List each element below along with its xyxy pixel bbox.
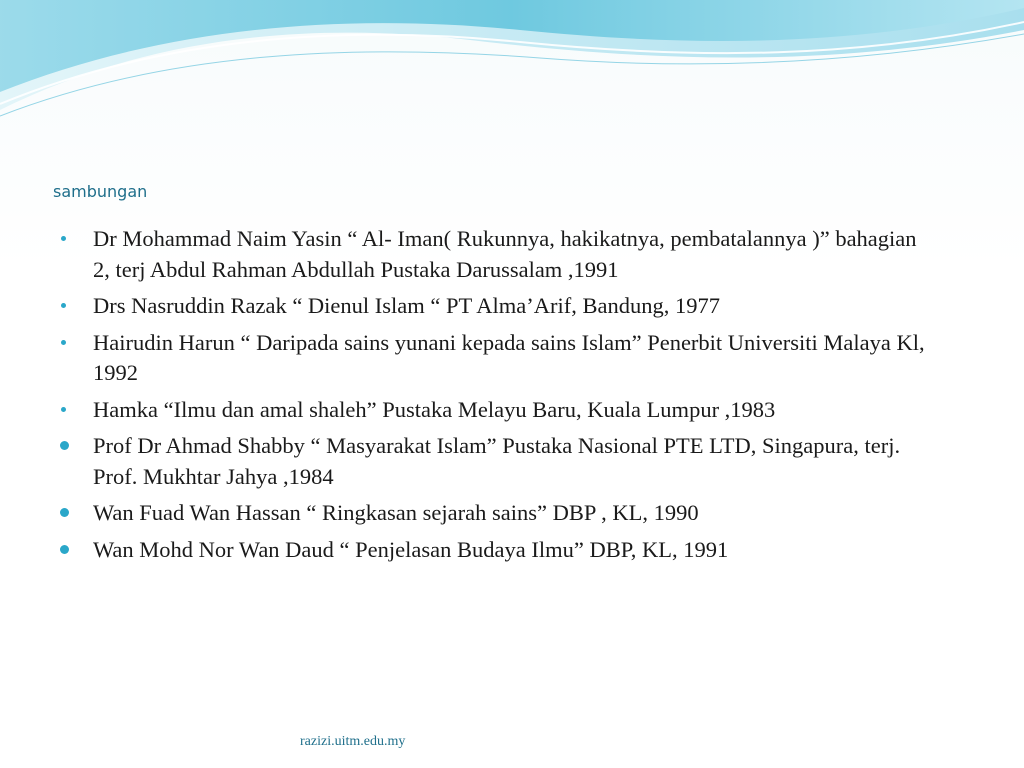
bullet-icon [61,407,66,412]
bullet-icon [61,303,66,308]
list-item-text: Prof Dr Ahmad Shabby “ Masyarakat Islam” Pustaka Nasional PTE LTD, Singapura, terj. Prof. Mukhtar Jahya ,1984 [93,433,901,489]
list-item [60,535,930,566]
list-item-text: Hamka “Ilmu dan amal shaleh” Pustaka Melayu Baru, Kuala Lumpur ,1983 [93,396,776,422]
list-item-text: Drs Nasruddin Razak “ Dienul Islam “ PT Alma’Arif, Bandung, 1977 [93,293,720,318]
bullet-icon [60,545,69,554]
list-item [60,395,930,426]
list-item [60,224,930,285]
reference-list [60,224,930,571]
list-item [60,328,930,389]
list-item [60,498,930,529]
bullet-icon [61,236,66,241]
list-item-text: Wan Mohd Nor Wan Daud “ Penjelasan Budaya Ilmu” DBP, KL, 1991 [93,536,729,562]
list-item [60,431,930,492]
header-wave-decoration [0,0,1024,140]
list-item-text: Wan Fuad Wan Hassan “ Ringkasan sejarah sains” DBP , KL, 1990 [93,500,699,525]
list-item-text: Hairudin Harun “ Daripada sains yunani kepada sains Islam” Penerbit Universiti Malaya Kl, 1992 [93,329,925,385]
list-item-text: Dr Mohammad Naim Yasin “ Al- Iman( Rukunnya, hakikatnya, pembatalannya )” bahagian 2, terj Abdul Rahman Abdullah Pustaka Darussalam ,1991 [93,226,917,282]
list-item [60,291,930,322]
bullet-icon [61,340,66,345]
bullet-icon [60,441,69,450]
bullet-icon [60,508,69,517]
slide-title: sambungan [53,182,148,201]
footer-url: razizi.uitm.edu.my [300,734,406,749]
